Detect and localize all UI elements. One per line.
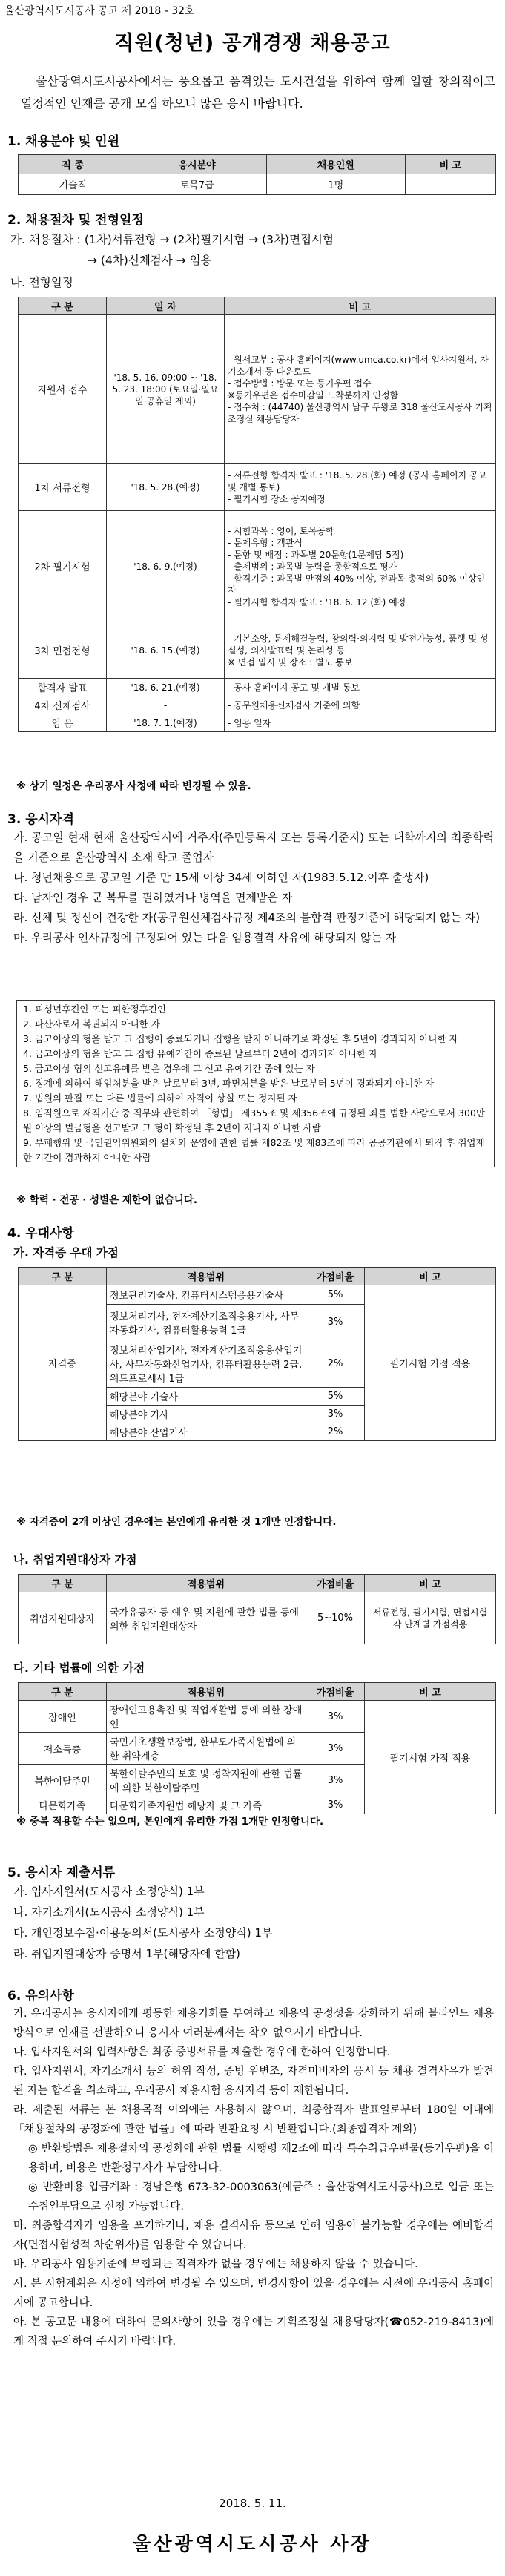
schedule-remarks [225, 679, 496, 696]
schedule-remark-line: - 시험과목 : 영어, 토목공학 [228, 525, 334, 536]
license-ratio: 5% [306, 1285, 365, 1305]
qualification-list [13, 828, 494, 948]
notice-item: 바. 우리공사 임용기준에 부합되는 적격자가 없을 경우에는 채용하지 않을 수 있습니다. [13, 2259, 418, 2270]
section-2-heading: 2. 채용절차 및 전형일정 [7, 213, 144, 228]
schedule-remark-line: - 임용 일자 [228, 717, 271, 728]
cell-count: 1명 [266, 174, 405, 195]
notice-list [13, 2004, 494, 2351]
schedule-row [19, 679, 496, 696]
schedule-date: '18. 5. 16. 09:00 ~ '18. 5. 23. 18:00 (토요일·일요일·공휴일 제외) [107, 315, 225, 464]
document-item: 가. 입사지원서(도시공사 소정양식) 1부 [13, 1885, 205, 1898]
document-item: 나. 자기소개서(도시공사 소정양식) 1부 [13, 1905, 205, 1919]
th-remark: 비 고 [365, 1268, 496, 1285]
th-date: 일 자 [107, 297, 225, 315]
license-scope: 정보처리기사, 전자계산기조직응용기사, 사무자동화기사, 컴퓨터활용능력 1급 [107, 1305, 306, 1340]
announcement-date: 2018. 5. 11. [219, 2497, 286, 2510]
disqualification-item: 7. 법원의 판결 또는 다른 법률에 의하여 자격이 상실 또는 정지된 자 [23, 1093, 297, 1104]
cell-note [405, 174, 495, 195]
th-ratio: 가점비율 [306, 1268, 365, 1285]
other-bonus-remark: 필기시험 가점 적용 [365, 1701, 496, 1814]
license-ratio: 2% [306, 1423, 365, 1441]
schedule-date: '18. 5. 28.(예정) [107, 464, 225, 511]
schedule-stage: 지원서 접수 [19, 315, 107, 464]
section-1-heading: 1. 채용분야 및 인원 [7, 134, 119, 149]
schedule-remark-line: - 기본소양, 문제해결능력, 창의력·의지력 및 발전가능성, 품행 및 성실성, 의사발표력 및 논리성 등 [228, 633, 489, 656]
th-category: 구 분 [19, 1268, 107, 1285]
th-scope: 적용범위 [107, 1268, 306, 1285]
notice-subitem: ◎ 반환방법은 채용절차의 공정화에 관한 법률 시행령 제2조에 따라 특수취급우편물(등기우편)을 이용하며, 비용은 반환청구자가 부담합니다. [28, 2143, 494, 2174]
schedule-stage: 2차 필기시험 [19, 511, 107, 622]
qualification-item: 다. 남자인 경우 군 복무를 필하였거나 병역을 면제받은 자 [13, 891, 293, 904]
signature: 울산광역시도시공사 사장 [133, 2533, 372, 2554]
procedure-line [10, 230, 492, 249]
schedule-label: 나. 전형일정 [10, 276, 73, 289]
schedule-stage: 1차 서류전형 [19, 464, 107, 511]
schedule-remarks [225, 464, 496, 511]
schedule-date: '18. 6. 9.(예정) [107, 511, 225, 622]
qualification-item: 가. 공고일 현재 현재 울산광역시에 거주자(주민등록지 또는 등록기준지) 또는 대학까지의 최종학력을 기준으로 울산광역시 소재 학교 졸업자 [13, 831, 494, 864]
th-category: 구 분 [19, 1683, 107, 1701]
schedule-stage: 4차 신체검사 [19, 696, 107, 714]
other-bonus-ratio: 3% [306, 1765, 365, 1796]
schedule-remark-line: - 공무원채용신체검사 기준에 의함 [228, 699, 360, 711]
disqualification-item: 1. 피성년후견인 또는 피한정후견인 [23, 1004, 166, 1015]
schedule-remark-line: - 필기시험 합격자 발표 : '18. 6. 12.(화) 예정 [228, 596, 406, 607]
veteran-bonus-label: 나. 취업지원대상자 가점 [13, 1553, 137, 1567]
procedure-label: 가. 채용절차 : [10, 233, 81, 246]
th-category: 구 분 [19, 1575, 107, 1592]
other-bonus-category: 장애인 [19, 1701, 107, 1733]
notice-item: 다. 입사지원서, 자기소개서 등의 허위 작성, 증빙 위변조, 자격미비자의 응시 등 채용 결격사유가 발견된 자는 합격을 취소하고, 우리공사 채용시험 응시자격 등이 제한됩니다. [13, 2066, 494, 2097]
th-remark: 비 고 [365, 1575, 496, 1592]
schedule-stage: 3차 면접전형 [19, 622, 107, 679]
schedule-remarks [225, 696, 496, 714]
th-ratio: 가점비율 [306, 1575, 365, 1592]
schedule-row [19, 464, 496, 511]
qualification-footnote: ※ 학력 · 전공 · 성별은 제한이 없습니다. [16, 1194, 197, 1206]
schedule-remark-line: ※등기우편은 접수마감일 도착분까지 인정함 [228, 389, 399, 401]
veteran-bonus-table [18, 1574, 496, 1644]
schedule-remark-line: - 필기시험 장소 공지예정 [228, 493, 326, 504]
license-scope: 해당분야 기술사 [107, 1388, 306, 1406]
schedule-row [19, 315, 496, 464]
notice-item: 가. 우리공사는 응시자에게 평등한 채용기회를 부여하고 채용의 공정성을 강화하기 위해 블라인드 채용방식으로 인재를 선발하오니 응시자 여러분께서는 착오 없으시기 바랍니다. [13, 2008, 494, 2039]
notice-item: 나. 입사지원서의 입력사항은 최종 증빙서류를 제출한 경우에 한하여 인정합니다. [13, 2046, 391, 2058]
license-scope: 정보관리기술사, 컴퓨터시스템응용기술사 [107, 1285, 306, 1305]
schedule-remark-line: - 접수방법 : 방문 또는 등기우편 접수 [228, 378, 372, 389]
section-3-heading: 3. 응시자격 [7, 812, 74, 827]
schedule-remark-line: - 출제범위 : 과목별 능력을 종합적으로 평가 [228, 561, 397, 572]
other-bonus-scope: 국민기초생활보장법, 한부모가족지원법에 의한 취약계층 [107, 1733, 306, 1765]
other-bonus-row [19, 1701, 496, 1733]
section-4-heading: 4. 우대사항 [7, 1226, 74, 1241]
license-category: 자격증 [19, 1285, 107, 1441]
schedule-date: '18. 6. 21.(예정) [107, 679, 225, 696]
license-remark: 필기시험 가점 적용 [365, 1285, 496, 1441]
other-bonus-category: 다문화가족 [19, 1796, 107, 1814]
procedure-steps-2: → (4차)신체검사 → 임용 [88, 254, 212, 267]
section-6-heading: 6. 유의사항 [7, 1989, 74, 2003]
other-bonus-category: 북한이탈주민 [19, 1765, 107, 1796]
schedule-table [18, 297, 496, 732]
schedule-remarks [225, 511, 496, 622]
schedule-footnote: ※ 상기 일정은 우리공사 사정에 따라 변경될 수 있음. [16, 780, 251, 792]
schedule-date: - [107, 696, 225, 714]
license-bonus-table [18, 1267, 496, 1441]
th-note: 비 고 [405, 155, 495, 174]
document-item: 라. 취업지원대상자 증명서 1부(해당자에 한함) [13, 1947, 240, 1960]
other-bonus-label: 다. 기타 법률에 의한 가점 [13, 1661, 145, 1675]
other-bonus-scope: 다문화가족지원법 해당자 및 그 가족 [107, 1796, 306, 1814]
qualification-item: 라. 신체 및 정신이 건강한 자(공무원신체검사규정 제4조의 불합격 판정기준에 해당되지 않는 자) [13, 911, 481, 924]
other-bonus-ratio: 3% [306, 1796, 365, 1814]
other-bonus-scope: 장애인고용촉진 및 직업재활법 등에 의한 장애인 [107, 1701, 306, 1733]
procedure-steps-1: (1차)서류전형 → (2차)필기시험 → (3차)면접시험 [84, 233, 334, 246]
th-scope: 적용범위 [107, 1575, 306, 1592]
license-ratio: 3% [306, 1305, 365, 1340]
documents-list [13, 1881, 488, 1964]
schedule-remark-line: - 문제유형 : 객관식 [228, 537, 303, 548]
intro-paragraph: 울산광역시도시공사에서는 풍요롭고 품격있는 도시건설을 위하여 함께 일할 창의적이고 열정적인 인재를 공개 모집 하오니 많은 응시 바랍니다. [21, 74, 495, 111]
th-stage: 구 분 [19, 297, 107, 315]
recruitment-table [18, 154, 496, 195]
other-bonus-category: 저소득층 [19, 1733, 107, 1765]
schedule-date: '18. 6. 15.(예정) [107, 622, 225, 679]
other-bonus-ratio: 3% [306, 1701, 365, 1733]
notice-item: 라. 제출된 서류는 본 채용목적 이외에는 사용하지 않으며, 최종합격자 발표일로부터 180일 이내에 「채용절차의 공정화에 관한 법률」에 따라 반환요청 시 반환합니다.(최종합격자 제외) [13, 2104, 494, 2135]
page-title: 직원(청년) 공개경쟁 채용공고 [114, 32, 391, 55]
schedule-stage: 임 용 [19, 714, 107, 732]
schedule-remark-line: - 공사 홈페이지 공고 및 개별 통보 [228, 682, 360, 693]
th-scope: 적용범위 [107, 1683, 306, 1701]
cell-job-type: 기술직 [19, 174, 128, 195]
disqualification-item: 4. 금고이상의 형을 받고 그 집행 유예기간이 종료된 날로부터 2년이 경과되지 아니한 자 [23, 1048, 378, 1059]
disqualification-item: 6. 징계에 의하여 해임처분을 받은 날로부터 3년, 파면처분을 받은 날로부터 5년이 경과되지 아니한 자 [23, 1078, 435, 1089]
schedule-remark-line: - 접수처 : (44740) 울산광역시 남구 두왕로 318 울산도시공사 기획조정실 채용담당자 [228, 401, 492, 424]
th-remarks: 비 고 [225, 297, 496, 315]
disqualification-item: 2. 파산자로서 복권되지 아니한 자 [23, 1018, 160, 1030]
notice-item: 아. 본 공고문 내용에 대하여 문의사항이 있을 경우에는 기획조정실 채용담당자(☎052-219-8413)에게 직접 문의하여 주시기 바랍니다. [13, 2316, 494, 2348]
schedule-remarks [225, 622, 496, 679]
th-remark: 비 고 [365, 1683, 496, 1701]
th-job-type: 직 종 [19, 155, 128, 174]
license-footnote: ※ 자격증이 2개 이상인 경우에는 본인에게 유리한 것 1개만 인정합니다. [16, 1516, 337, 1528]
announcement-number: 울산광역시도시공사 공고 제 2018 - 32호 [4, 5, 195, 17]
schedule-remark-line: - 합격기준 : 과목별 만점의 40% 이상, 전과목 총점의 60% 이상인 자 [228, 573, 486, 596]
veteran-remark: 서류전형, 필기시험, 면접시험 각 단계별 가점적용 [365, 1592, 496, 1644]
notice-item: 사. 본 시험계획은 사정에 의하여 변경될 수 있으며, 변경사항이 있을 경우에는 사전에 우리공사 홈페이지에 공고합니다. [13, 2278, 494, 2309]
th-count: 채용인원 [266, 155, 405, 174]
schedule-row [19, 696, 496, 714]
other-bonus-scope: 북한이탈주민의 보호 및 정착지원에 관한 법률에 의한 북한이탈주민 [107, 1765, 306, 1796]
other-bonus-footnote: ※ 중복 적용할 수는 없으며, 본인에게 유리한 가점 1개만 인정합니다. [16, 1816, 324, 1828]
disqualification-item: 8. 임직원으로 재직기간 중 직무와 관련하여 「형법」 제355조 및 제356조에 규정된 죄를 범한 사람으로서 300만원 이상의 벌금형을 선고받고 그 형이 확정된 후 2년이 지나지 아니한 사람 [23, 1107, 485, 1133]
schedule-remarks [225, 315, 496, 464]
license-bonus-label: 가. 자격증 우대 가점 [13, 1246, 119, 1259]
disqualification-item: 3. 금고이상의 형을 받고 그 집행이 종료되거나 집행을 받지 아니하기로 확정된 후 5년이 경과되지 아니한 자 [23, 1033, 458, 1044]
th-field: 응시분야 [128, 155, 266, 174]
notice-item: 마. 최종합격자가 임용을 포기하거나, 채용 결격사유 등으로 인해 임용이 불가능할 경우에는 예비합격자(면접시험성적 차순위자)를 임용할 수 있습니다. [13, 2220, 494, 2251]
license-row [19, 1285, 496, 1305]
schedule-remark-line: ※ 면접 일시 및 장소 : 별도 통보 [228, 656, 353, 668]
disqualification-box [16, 1000, 495, 1167]
license-scope: 해당분야 기사 [107, 1406, 306, 1423]
schedule-row [19, 511, 496, 622]
notice-subitem: ◎ 반환비용 입금계좌 : 경남은행 673-32-0003063(예금주 : 울산광역시도시공사)으로 입금 또는 수취인부담으로 신청 가능합니다. [28, 2181, 494, 2213]
license-ratio: 3% [306, 1406, 365, 1423]
disqualification-item: 5. 금고이상 형의 선고유예를 받은 경우에 그 선고 유예기간 중에 있는 자 [23, 1063, 315, 1074]
schedule-remark-line: - 문항 및 배점 : 과목별 20문항(1문제당 5점) [228, 549, 404, 560]
qualification-item: 나. 청년채용으로 공고일 기준 만 15세 이상 34세 이하인 자(1983.5.12.이후 출생자) [13, 871, 429, 884]
schedule-row [19, 714, 496, 732]
document-item: 다. 개인정보수집·이용동의서(도시공사 소정양식) 1부 [13, 1926, 273, 1940]
schedule-date: '18. 7. 1.(예정) [107, 714, 225, 732]
other-bonus-table [18, 1682, 496, 1814]
schedule-row [19, 622, 496, 679]
schedule-remark-line: - 원서교부 : 공사 홈페이지(www.umca.co.kr)에서 입사지원서, 자기소개서 등 다운로드 [228, 354, 489, 377]
disqualification-item: 9. 부패행위 및 국민권익위원회의 설치와 운영에 관한 법률 제82조 및 제83조에 따라 공공기관에서 퇴직 후 취업제한 기간이 경과하지 아니한 사람 [23, 1137, 485, 1163]
section-5-heading: 5. 응시자 제출서류 [7, 1865, 116, 1880]
veteran-scope: 국가유공자 등 예우 및 지원에 관한 법률 등에 의한 취업지원대상자 [107, 1592, 306, 1644]
veteran-category: 취업지원대상자 [19, 1592, 107, 1644]
schedule-stage: 합격자 발표 [19, 679, 107, 696]
th-ratio: 가점비율 [306, 1683, 365, 1701]
qualification-item: 마. 우리공사 인사규정에 규정되어 있는 다음 임용결격 사유에 해당되지 않는 자 [13, 931, 397, 944]
cell-field: 토목7급 [128, 174, 266, 195]
license-ratio: 2% [306, 1340, 365, 1388]
license-scope: 해당분야 산업기사 [107, 1423, 306, 1441]
license-ratio: 5% [306, 1388, 365, 1406]
veteran-ratio: 5~10% [306, 1592, 365, 1644]
license-scope: 정보처리산업기사, 전자계산기조직응용산업기사, 사무자동화산업기사, 컴퓨터활용능력 2급, 워드프로세서 1급 [107, 1340, 306, 1388]
schedule-remarks [225, 714, 496, 732]
other-bonus-ratio: 3% [306, 1733, 365, 1765]
schedule-remark-line: - 서류전형 합격자 발표 : '18. 5. 28.(화) 예정 (공사 홈페이지 공고 및 개별 통보) [228, 470, 487, 493]
